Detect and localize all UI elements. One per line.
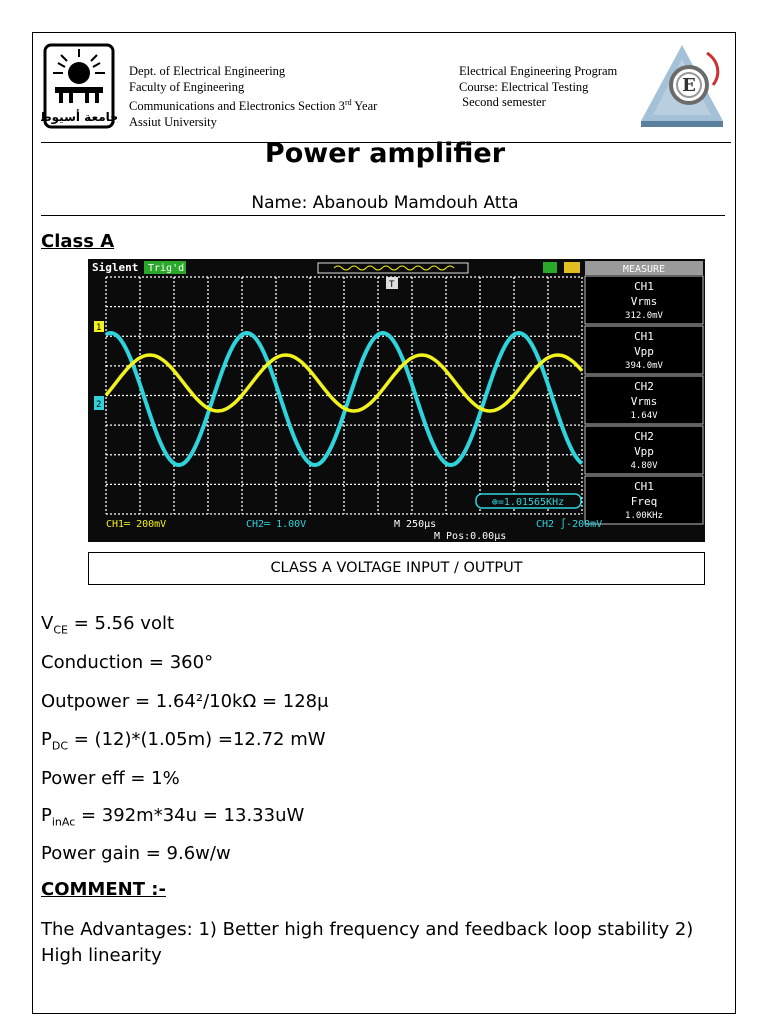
status-pos: M Pos:0.00μs (434, 531, 507, 542)
ee-program-logo (637, 41, 727, 131)
section-heading: Class A (41, 231, 115, 252)
settings-icon (543, 262, 557, 273)
figure-caption: CLASS A VOLTAGE INPUT / OUTPUT (88, 552, 705, 585)
measure-title: MEASURE (622, 264, 666, 275)
header-semester: Second semester (459, 95, 546, 109)
measure-label: Vpp (634, 345, 654, 358)
status-ch1: CH1═ 200mV (106, 519, 167, 530)
student-name: Name: Abanoub Mamdouh Atta (251, 193, 519, 213)
header-dept: Dept. of Electrical Engineering (129, 64, 286, 78)
freq-readout: ⊕=1.01565KHz (491, 497, 565, 508)
status-time: M 250μs (394, 519, 437, 530)
measure-value: 4.80V (630, 461, 658, 471)
name-rule (41, 215, 725, 216)
calc-line-pdc: $P_{DC} = (12)*(1.05m) =12.72$ mW (41, 729, 326, 753)
assiut-university-logo (41, 41, 117, 131)
oscilloscope-screen (88, 259, 705, 542)
svg-text:E: E (682, 75, 696, 96)
header-faculty: Faculty of Engineering (129, 79, 245, 94)
document-page (32, 32, 736, 1014)
calc-line-outpower: Outpower = 1.64²/10kΩ = 128μ (41, 691, 329, 712)
ch2-marker-label: 2 (96, 400, 102, 410)
calc-line-pinac: $P_{inAc} = 392m*34u = 13.33uW$ (41, 805, 305, 829)
status-trig: CH2 ∫-200mV (536, 519, 603, 530)
calc-line-power-gain: Power gain = 9.6w/w (41, 843, 231, 864)
measure-channel: CH1 (634, 280, 654, 293)
calc-line-conduction: Conduction = 360° (41, 652, 214, 673)
trigger-marker-label: T (389, 280, 395, 290)
header-program: Electrical Engineering Program (459, 64, 618, 78)
measure-label: Vpp (634, 445, 654, 458)
measure-label: Vrms (630, 295, 658, 308)
measure-value: 394.0mV (625, 361, 663, 371)
measure-channel: CH1 (634, 480, 654, 493)
measure-label: Freq (630, 495, 658, 508)
page-title: Power amplifier (264, 138, 506, 169)
comment-heading: COMMENT :- (41, 879, 166, 900)
usb-icon (564, 262, 580, 273)
oscilloscope-svg (88, 259, 705, 542)
trig-status-text: Trig'd (148, 263, 185, 274)
measure-channel: CH2 (634, 380, 654, 393)
calc-line-vce: $V_{CE} = 5.56$ volt (41, 613, 175, 637)
calc-line-efficiency: Power eff = 1% (41, 768, 180, 789)
measure-panel (585, 276, 703, 524)
header-left-block (129, 64, 377, 130)
measure-value: 1.64V (630, 411, 658, 421)
header-university: Assiut University (129, 114, 217, 129)
scope-brand: Siglent (92, 261, 139, 274)
measure-value: 312.0mV (625, 311, 663, 321)
measure-value: 1.00KHz (625, 511, 663, 521)
header-section: Communications and Electronics Section 3rd Year (129, 98, 378, 114)
header-course: Course: Electrical Testing (459, 79, 589, 94)
measure-channel: CH2 (634, 430, 654, 443)
measure-channel: CH1 (634, 330, 654, 343)
logo-arabic-text: جامعة أسيوط (41, 110, 117, 124)
ch1-marker-label: 1 (96, 323, 102, 333)
measure-label: Vrms (630, 395, 658, 408)
status-ch2: CH2═ 1.00V (246, 519, 307, 530)
comment-text: The Advantages: 1) Better high frequency and feedback loop stability 2) High linearity (41, 919, 694, 966)
header-right-block (459, 64, 617, 111)
